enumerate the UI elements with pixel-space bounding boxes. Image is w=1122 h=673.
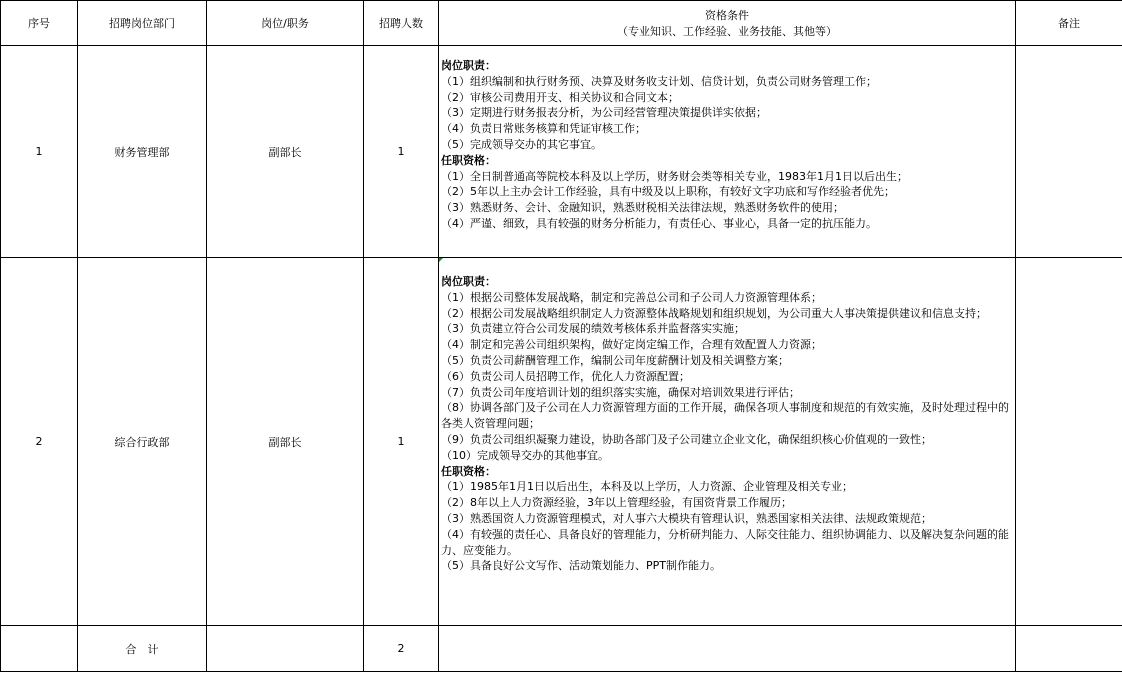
duty-item: （4）制定和完善公司组织架构，做好定岗定编工作，合理有效配置人力资源； bbox=[441, 338, 822, 352]
row-post: 副部长 bbox=[207, 258, 364, 626]
header-post: 岗位/职务 bbox=[207, 1, 364, 46]
total-qualification bbox=[439, 626, 1016, 672]
duty-title: 岗位职责： bbox=[441, 275, 496, 288]
duty-item: （9）负责公司组织凝聚力建设，协助各部门及子公司建立企业文化，确保组织核心价值观的一致性； bbox=[441, 432, 932, 446]
duty-title: 岗位职责： bbox=[441, 59, 496, 72]
row-count: 1 bbox=[364, 258, 439, 626]
req-item: （5）具备良好公文写作、活动策划能力、PPT制作能力。 bbox=[441, 559, 721, 573]
duty-item: （2）审核公司费用开支、相关协议和合同文本； bbox=[441, 90, 679, 104]
req-item: （1）1985年1月1日以后出生，本科及以上学历，人力资源、企业管理及相关专业； bbox=[441, 480, 853, 494]
req-item: （4）严谨、细致，具有较强的财务分析能力，有责任心、事业心，具备一定的抗压能力。 bbox=[441, 216, 877, 230]
total-no bbox=[1, 626, 78, 672]
header-dept: 招聘岗位部门 bbox=[78, 1, 207, 46]
row-dept: 财务管理部 bbox=[78, 46, 207, 258]
req-item: （3）熟悉财务、会计、金融知识，熟悉财税相关法律法规，熟悉财务软件的使用； bbox=[441, 201, 844, 215]
row-qualification bbox=[439, 46, 1016, 258]
header-no: 序号 bbox=[1, 1, 78, 46]
duty-item: （4）负责日常账务核算和凭证审核工作； bbox=[441, 122, 646, 136]
duty-item: （10）完成领导交办的其他事宜。 bbox=[441, 448, 609, 462]
req-item: （4）有较强的责任心、具备良好的管理能力，分析研判能力、人际交往能力、组织协调能力、以及解决复杂问题的能力、应变能力。 bbox=[441, 527, 1009, 557]
duty-item: （3）定期进行财务报表分析，为公司经营管理决策提供详实依据； bbox=[441, 106, 767, 120]
header-remark: 备注 bbox=[1016, 1, 1122, 46]
header-row bbox=[1, 1, 1122, 46]
req-item: （1）全日制普通高等院校本科及以上学历，财务财会类等相关专业，1983年1月1日以后出生； bbox=[441, 169, 908, 183]
duty-item: （5）负责公司薪酬管理工作，编制公司年度薪酬计划及相关调整方案； bbox=[441, 353, 789, 367]
duty-item: （3）负责建立符合公司发展的绩效考核体系并监督落实实施； bbox=[441, 322, 745, 336]
cell-comment-marker bbox=[439, 258, 443, 262]
req-item: （2）8年以上人力资源经验，3年以上管理经验，有国资背景工作履历； bbox=[441, 496, 792, 510]
duty-item: （1）组织编制和执行财务预、决算及财务收支计划、信贷计划，负责公司财务管理工作； bbox=[441, 74, 877, 88]
total-label: 合 计 bbox=[78, 626, 207, 672]
row-qualification bbox=[439, 258, 1016, 626]
duty-item: （2）根据公司发展战略组织制定人力资源整体战略规划和组织规划，为公司重大人事决策提供建议和信息支持； bbox=[441, 306, 987, 320]
row-no: 1 bbox=[1, 46, 78, 258]
row-remark bbox=[1016, 258, 1122, 626]
table-row bbox=[1, 258, 1122, 626]
row-post: 副部长 bbox=[207, 46, 364, 258]
total-row bbox=[1, 626, 1122, 672]
req-item: （3）熟悉国资人力资源管理模式，对人事六大模块有管理认识，熟悉国家相关法律、法规政策规范； bbox=[441, 511, 932, 525]
duty-item: （7）负责公司年度培训计划的组织落实实施，确保对培训效果进行评估； bbox=[441, 385, 800, 399]
header-qual-sub: （专业知识、工作经验、业务技能、其他等） bbox=[617, 25, 837, 38]
duty-item: （5）完成领导交办的其它事宜。 bbox=[441, 137, 602, 151]
total-remark bbox=[1016, 626, 1122, 672]
row-dept: 综合行政部 bbox=[78, 258, 207, 626]
duty-item: （8）协调各部门及子公司在人力资源管理方面的工作开展，确保各项人事制度和规范的有效实施，及时处理过程中的各类人资管理问题； bbox=[441, 401, 1009, 431]
row-remark bbox=[1016, 46, 1122, 258]
total-post bbox=[207, 626, 364, 672]
duty-item: （6）负责公司人员招聘工作，优化人力资源配置； bbox=[441, 369, 690, 383]
req-title: 任职资格： bbox=[441, 464, 496, 478]
req-title: 任职资格： bbox=[441, 153, 496, 167]
req-item: （2）5年以上主办会计工作经验，具有中级及以上职称，有较好文字功底和写作经验者优先； bbox=[441, 185, 895, 199]
header-qual-title: 资格条件 bbox=[705, 9, 749, 22]
header-count: 招聘人数 bbox=[364, 1, 439, 46]
duty-item: （1）根据公司整体发展战略，制定和完善总公司和子公司人力资源管理体系； bbox=[441, 290, 822, 304]
table-row bbox=[1, 46, 1122, 258]
row-no: 2 bbox=[1, 258, 78, 626]
total-count: 2 bbox=[364, 626, 439, 672]
header-qualification bbox=[439, 1, 1016, 46]
row-count: 1 bbox=[364, 46, 439, 258]
